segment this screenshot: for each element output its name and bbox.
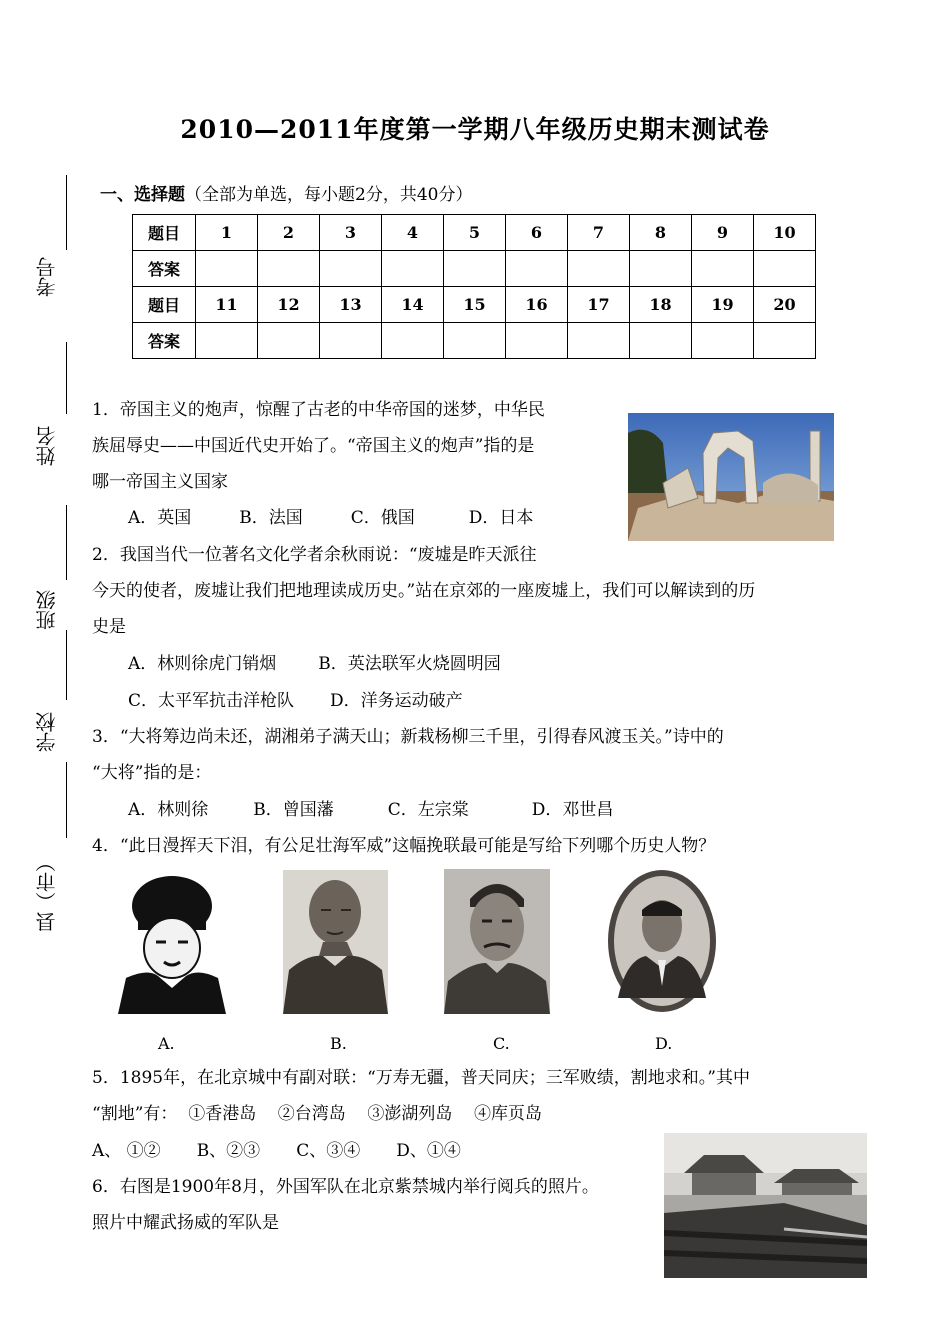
portrait-label-b: B. (330, 1034, 347, 1053)
section-heading (100, 180, 472, 205)
answer-cell[interactable] (692, 251, 754, 287)
question-text: 3．“大将筹边尚未还，湖湘弟子满天山；新栽杨柳三千里，引得春风渡玉关。”诗中的 (92, 727, 724, 747)
question-5 (92, 1060, 750, 1132)
option-a[interactable]: A．林则徐 (128, 800, 209, 820)
question-text: 5．1895年，在北京城中有副对联：“万寿无疆，普天同庆；三军败绩，割地求和。”其中 (92, 1068, 750, 1088)
question-text: 今天的使者，废墟让我们把地理读成历史。”站在京郊的一座废墟上，我们可以解读到的历 (92, 581, 756, 601)
answer-cell[interactable] (382, 323, 444, 359)
question-2 (92, 537, 755, 645)
option-b[interactable]: B、②③ (196, 1141, 261, 1161)
answer-cell[interactable] (506, 323, 568, 359)
question-number: 11 (196, 287, 258, 323)
question-number: 1 (196, 215, 258, 251)
answer-cell[interactable] (754, 251, 816, 287)
margin-line (66, 505, 67, 580)
option-b[interactable]: B．英法联军火烧圆明园 (318, 654, 501, 674)
question-number: 9 (692, 215, 754, 251)
margin-label-exam-number: 考号 (35, 257, 59, 297)
answer-cell[interactable] (630, 323, 692, 359)
option-c[interactable]: C．俄国 (350, 508, 415, 528)
option-d[interactable]: D、①④ (396, 1141, 461, 1161)
row-header: 答案 (133, 323, 196, 359)
option-c[interactable]: C．左宗棠 (387, 800, 469, 820)
question-1-options (128, 500, 533, 536)
question-number: 13 (320, 287, 382, 323)
question-number: 5 (444, 215, 506, 251)
question-number: 16 (506, 287, 568, 323)
question-text: 史是 (92, 617, 126, 637)
parade-photo (664, 1133, 867, 1278)
page-title: 2010—2011年度第一学期八年级历史期末测试卷 (180, 115, 770, 144)
question-text: 2．我国当代一位著名文化学者余秋雨说：“废墟是昨天派往 (92, 545, 537, 565)
question-2-options-row2 (128, 683, 463, 719)
table-row (133, 287, 816, 323)
question-3-options (128, 792, 613, 828)
question-2-options-row1 (128, 646, 501, 682)
answer-cell[interactable] (196, 323, 258, 359)
option-d[interactable]: D．洋务运动破产 (330, 691, 463, 711)
question-5-options (92, 1133, 461, 1169)
question-text: 哪一帝国主义国家 (92, 472, 228, 492)
section-note: （全部为单选，每小题2分，共40分） (185, 185, 473, 205)
question-number: 20 (754, 287, 816, 323)
margin-label-county: 县（市） (35, 852, 59, 932)
table-row (133, 251, 816, 287)
margin-label-name: 姓名 (35, 426, 59, 466)
option-b[interactable]: B．法国 (239, 508, 303, 528)
margin-line (66, 762, 67, 838)
answer-cell[interactable] (320, 323, 382, 359)
option-d[interactable]: D．邓世昌 (531, 800, 614, 820)
question-number: 12 (258, 287, 320, 323)
question-3 (92, 719, 724, 791)
portrait-d[interactable] (606, 868, 718, 1014)
table-row (133, 323, 816, 359)
answer-cell[interactable] (506, 251, 568, 287)
question-number: 6 (506, 215, 568, 251)
portrait-label-a: A. (158, 1034, 175, 1053)
margin-line (66, 342, 67, 414)
question-number: 18 (630, 287, 692, 323)
question-1 (92, 392, 545, 500)
option-b[interactable]: B．曾国藩 (253, 800, 334, 820)
portrait-c[interactable] (444, 869, 550, 1014)
question-text: 族屈辱史——中国近代史开始了。“帝国主义的炮声”指的是 (92, 436, 535, 456)
portrait-label-d: D. (655, 1034, 673, 1053)
answer-cell[interactable] (444, 251, 506, 287)
option-a[interactable]: A．英国 (128, 508, 192, 528)
option-d[interactable]: D．日本 (468, 508, 534, 528)
question-6 (92, 1169, 599, 1241)
question-number: 7 (568, 215, 630, 251)
question-number: 15 (444, 287, 506, 323)
question-number: 3 (320, 215, 382, 251)
answer-cell[interactable] (630, 251, 692, 287)
margin-label-school: 学校 (35, 712, 59, 752)
question-text: 6．右图是1900年8月，外国军队在北京紫禁城内举行阅兵的照片。 (92, 1177, 599, 1197)
option-c[interactable]: C、③④ (296, 1141, 361, 1161)
question-number: 17 (568, 287, 630, 323)
answer-cell[interactable] (568, 251, 630, 287)
margin-label-class: 班级 (35, 590, 59, 630)
question-number: 14 (382, 287, 444, 323)
question-number: 2 (258, 215, 320, 251)
table-row (133, 215, 816, 251)
question-text: “割地”有： ①香港岛 ②台湾岛 ③澎湖列岛 ④库页岛 (92, 1104, 543, 1124)
answer-cell[interactable] (568, 323, 630, 359)
answer-cell[interactable] (444, 323, 506, 359)
question-text: “大将”指的是： (92, 763, 212, 783)
margin-line (66, 175, 67, 250)
answer-cell[interactable] (196, 251, 258, 287)
answer-cell[interactable] (258, 323, 320, 359)
answer-cell[interactable] (258, 251, 320, 287)
question-4: 4．“此日漫挥天下泪，有公足壮海军威”这幅挽联最可能是写给下列哪个历史人物？ (92, 836, 716, 856)
portrait-b[interactable] (283, 870, 388, 1014)
question-number: 10 (754, 215, 816, 251)
option-a[interactable]: A、 ①② (92, 1141, 161, 1161)
portrait-a[interactable] (118, 868, 226, 1014)
row-header: 题目 (133, 215, 196, 251)
question-number: 8 (630, 215, 692, 251)
answer-cell[interactable] (754, 323, 816, 359)
section-title: 一、选择题 (100, 185, 185, 205)
option-a[interactable]: A．林则徐虎门销烟 (128, 654, 277, 674)
question-text: 1．帝国主义的炮声，惊醒了古老的中华帝国的迷梦，中华民 (92, 400, 545, 420)
question-number: 19 (692, 287, 754, 323)
answer-cell[interactable] (692, 323, 754, 359)
row-header: 答案 (133, 251, 196, 287)
question-text: 照片中耀武扬威的军队是 (92, 1213, 279, 1233)
option-c[interactable]: C．太平军抗击洋枪队 (128, 691, 295, 711)
question-number: 4 (382, 215, 444, 251)
portrait-label-c: C. (493, 1034, 510, 1053)
answer-table (132, 214, 816, 359)
ruins-photo (628, 413, 834, 541)
answer-cell[interactable] (320, 251, 382, 287)
row-header: 题目 (133, 287, 196, 323)
answer-cell[interactable] (382, 251, 444, 287)
margin-line (66, 630, 67, 700)
